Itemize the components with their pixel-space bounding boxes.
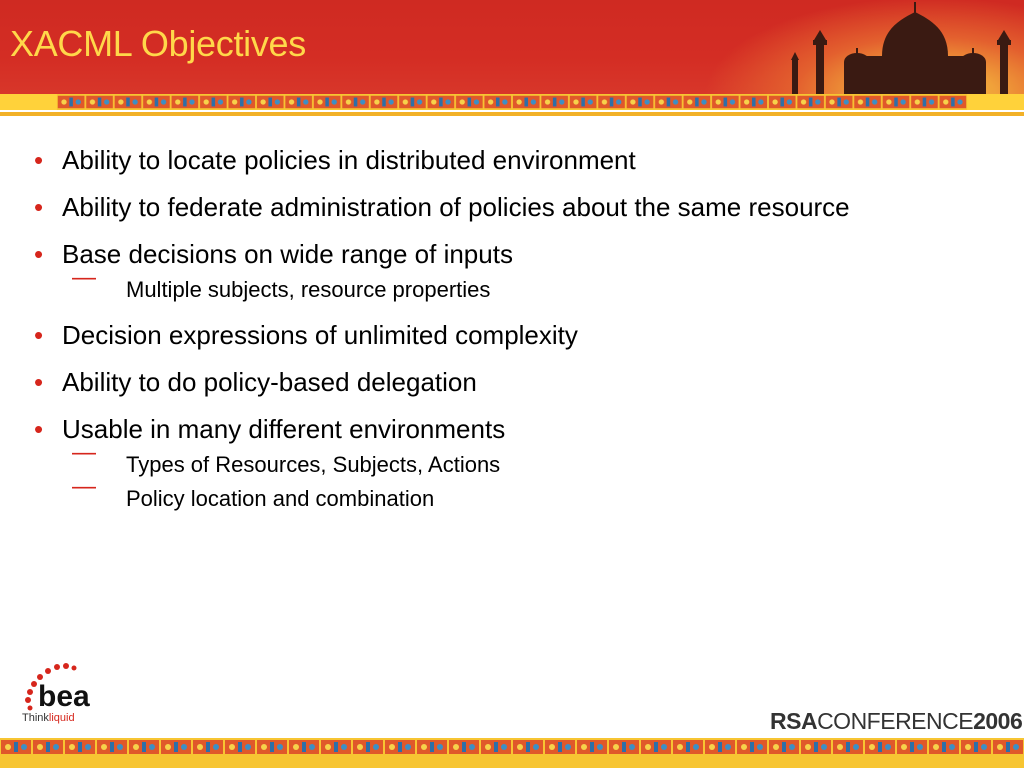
- tagline-think: Think: [22, 712, 49, 724]
- dash-icon: —: [72, 473, 96, 500]
- dash-icon: —: [72, 264, 96, 291]
- sub-bullet-text: Policy location and combination: [126, 486, 435, 511]
- taj-mahal-silhouette: [764, 0, 1024, 96]
- sub-bullet-text: Types of Resources, Subjects, Actions: [126, 452, 501, 477]
- bullet-dot-icon: •: [34, 367, 44, 397]
- bullet-dot-icon: •: [34, 414, 44, 444]
- bullet-dot-icon: •: [34, 239, 44, 269]
- bullet-item: [34, 364, 994, 400]
- bullet-item: [34, 317, 994, 353]
- bullet-text: Ability to federate administration of policies about the same resource: [62, 192, 850, 222]
- sub-bullet-text: Multiple subjects, resource properties: [126, 277, 491, 302]
- svg-text:bea: bea: [38, 680, 90, 713]
- rsa-conference-logo: [770, 708, 1022, 735]
- bullet-text: Ability to locate policies in distributed environment: [62, 145, 636, 175]
- slide-title: XACML Objectives: [10, 23, 306, 64]
- bullet-item: [34, 142, 994, 178]
- decorative-border-top: [0, 94, 1024, 110]
- bullet-item: [34, 189, 994, 225]
- bullet-text: Usable in many different environments: [62, 414, 506, 444]
- sub-bullet-item: [34, 439, 994, 480]
- bullet-text: Decision expressions of unlimited complexity: [62, 320, 578, 350]
- header-rule: [0, 112, 1024, 116]
- tagline-liquid: liquid: [48, 712, 75, 724]
- sub-bullet-item: [34, 473, 994, 514]
- bullet-text: Base decisions on wide range of inputs: [62, 239, 513, 269]
- bullet-item: [34, 236, 994, 272]
- bullet-item: [34, 411, 994, 447]
- bullet-dot-icon: •: [34, 320, 44, 350]
- conference-wordmark: CONFERENCE: [817, 708, 974, 734]
- rsa-wordmark: RSA: [770, 708, 818, 734]
- decorative-border-bottom: [0, 738, 1024, 768]
- bullet-list: [34, 142, 994, 526]
- bullet-dot-icon: •: [34, 192, 44, 222]
- dash-icon: —: [72, 439, 96, 466]
- sub-bullet-item: [34, 264, 994, 305]
- bullet-text: Ability to do policy-based delegation: [62, 367, 477, 397]
- conference-year: 2006: [973, 708, 1023, 734]
- bullet-dot-icon: •: [34, 145, 44, 175]
- slide-header: [0, 0, 1024, 96]
- bea-tagline: [22, 712, 75, 724]
